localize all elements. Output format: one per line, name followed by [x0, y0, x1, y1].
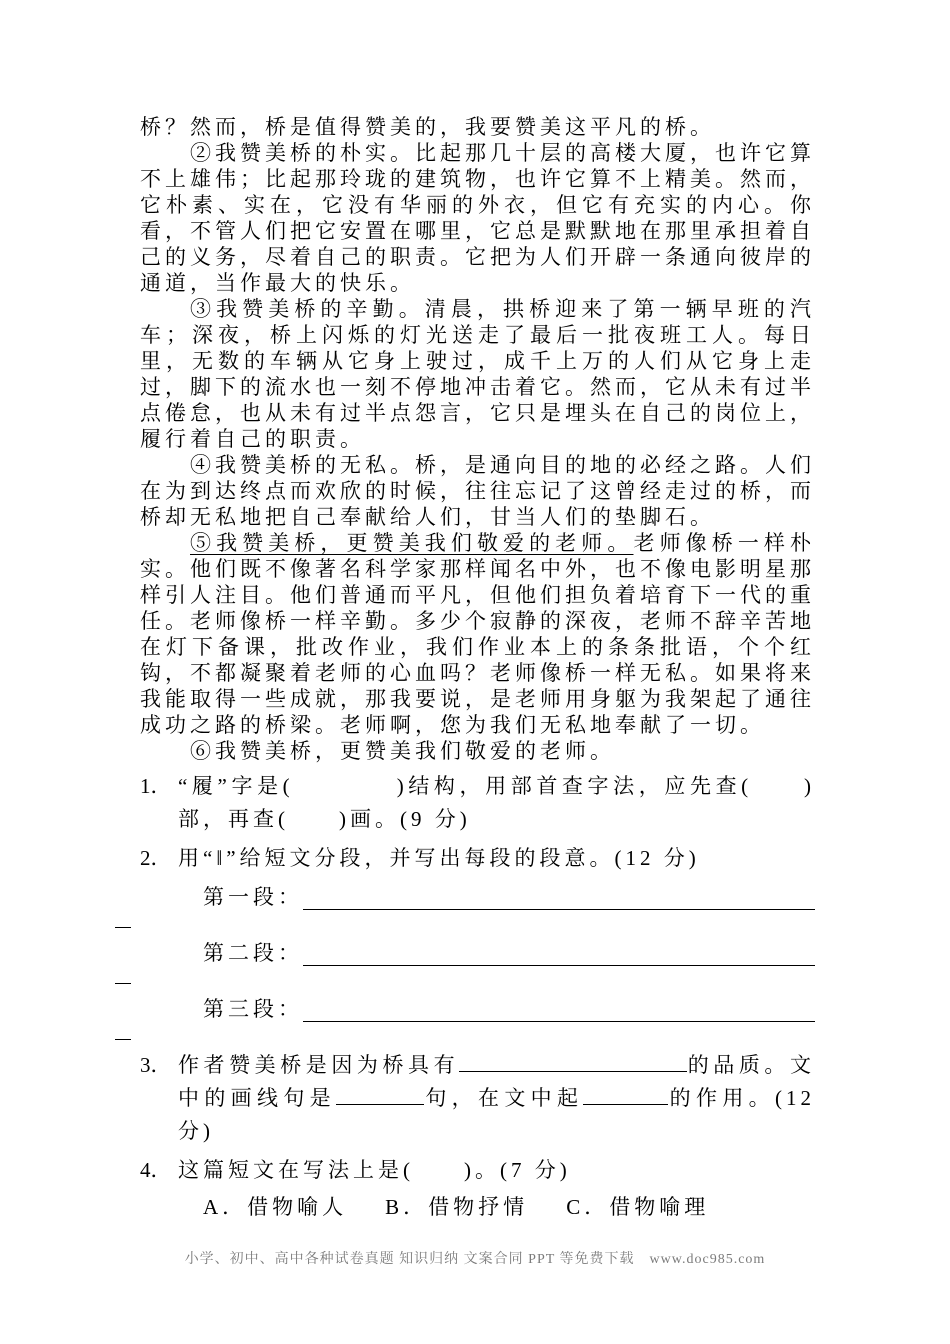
- blank-wrap-remnant: [115, 1026, 131, 1040]
- question-4: [140, 1154, 815, 1224]
- segment-1-answer-blank: [303, 886, 815, 910]
- question-3-answer-blank-3: [583, 1085, 668, 1105]
- question-3-segment-2: 的品质。文中的画线句是: [178, 1053, 815, 1110]
- question-2: [140, 842, 815, 1043]
- passage-paragraph-3: ③我赞美桥的辛勤。清晨，拱桥迎来了第一辆早班的汽车；深夜，桥上闪烁的灯光送走了最后一批夜班工人。每日里，无数的车辆从它身上驶过，成千上万的人们从它身上走过，脚下的流水也一刻不停地冲击着它。然而，它从未有过半点倦怠，也从未有过半点怨言，它只是埋头在自己的岗位上，履行着自己的职责。: [140, 297, 815, 451]
- question-3-segment-3: 句，在文中起: [424, 1086, 584, 1110]
- passage-paragraph-6: ⑥我赞美桥，更赞美我们敬爱的老师。: [190, 739, 615, 763]
- question-2-number: 2．: [140, 846, 172, 870]
- segment-2-label: 第二段：: [203, 941, 303, 965]
- segment-3-label: 第三段：: [203, 997, 303, 1021]
- reading-passage: [140, 114, 815, 764]
- question-2-body: [178, 842, 815, 1043]
- question-3-segment-1: 作者赞美桥是因为桥具有: [178, 1053, 460, 1077]
- passage-paragraph-2: ②我赞美桥的朴实。比起那几十层的高楼大厦，也许它算不上雄伟；比起那玲珑的建筑物，也许它算不上精美。然而，它朴素、实在，它没有华丽的外衣，但它有充实的内心。你看，不管人们把它安置在哪里，它总是默默地在那里承担着自己的义务，尽着自己的职责。它把为人们开辟一条通向彼岸的通道，当作最大的快乐。: [140, 141, 815, 295]
- question-1-text: “履”字是( )结构，用部首查字法，应先查( )部，再查( )画。(9 分): [178, 774, 815, 831]
- answer-row-segment-2: [203, 937, 815, 970]
- question-4-text: 这篇短文在写法上是( )。(7 分): [178, 1158, 571, 1182]
- blank-wrap-remnant-row: [115, 970, 815, 987]
- site-footer-text: 小学、初中、高中各种试卷真题 知识归纳 文案合同 PPT 等免费下载 www.doc985.com: [184, 1252, 766, 1267]
- blank-wrap-remnant: [115, 970, 131, 984]
- option-c: C．借物喻理: [566, 1195, 710, 1219]
- passage-paragraph-5-rest: 老师像桥一样朴实。他们既不像著名科学家那样闻名中外，也不像电影明星那样引人注目。他们普通而平凡，但他们担负着培育下一代的重任。老师像桥一样辛勤。多少个寂静的深夜，老师不辞辛苦地在灯下备课，批改作业，我们作业本上的条条批语，个个红钩，不都凝聚着老师的心血吗？老师像桥一样无私。如果将来我能取得一些成就，那我要说，是老师用身躯为我架起了通往成功之路的桥梁。老师啊，您为我们无私地奉献了一切。: [140, 531, 816, 737]
- question-4-body: [178, 1154, 815, 1224]
- question-section: [140, 770, 815, 1224]
- underlined-sentence: ⑤我赞美桥，更赞美我们敬爱的老师。: [190, 531, 634, 555]
- option-a: A．借物喻人: [203, 1195, 348, 1219]
- segment-2-answer-blank: [303, 942, 815, 966]
- question-3: [140, 1049, 815, 1148]
- question-3-text: [178, 1049, 815, 1148]
- question-1-number: 1．: [140, 774, 172, 798]
- blank-wrap-remnant: [115, 914, 131, 928]
- passage-paragraph-5: [140, 530, 815, 738]
- question-3-number: 3．: [140, 1053, 172, 1077]
- blank-wrap-remnant-row: [115, 914, 815, 931]
- question-1: [140, 770, 815, 836]
- question-4-options: [203, 1191, 815, 1224]
- question-3-segment-4: 的作用。(12 分): [178, 1086, 816, 1143]
- segment-3-answer-blank: [303, 998, 815, 1022]
- passage-paragraph-continuation: 桥？然而，桥是值得赞美的，我要赞美这平凡的桥。: [140, 115, 715, 139]
- option-b: B．借物抒情: [385, 1195, 529, 1219]
- answer-row-segment-3: [203, 993, 815, 1026]
- blank-wrap-remnant-row: [115, 1026, 815, 1043]
- segment-1-label: 第一段：: [203, 885, 303, 909]
- passage-paragraph-4: ④我赞美桥的无私。桥，是通向目的地的必经之路。人们在为到达终点而欢欣的时候，往往忘记了这曾经走过的桥，而桥却无私地把自己奉献给人们，甘当人们的垫脚石。: [140, 453, 815, 529]
- question-3-answer-blank-2: [336, 1085, 424, 1105]
- question-2-text: 用“‖”给短文分段，并写出每段的段意。(12 分): [178, 846, 700, 870]
- question-3-answer-blank-1: [459, 1052, 687, 1072]
- question-4-number: 4．: [140, 1158, 172, 1182]
- answer-row-segment-1: [203, 881, 815, 914]
